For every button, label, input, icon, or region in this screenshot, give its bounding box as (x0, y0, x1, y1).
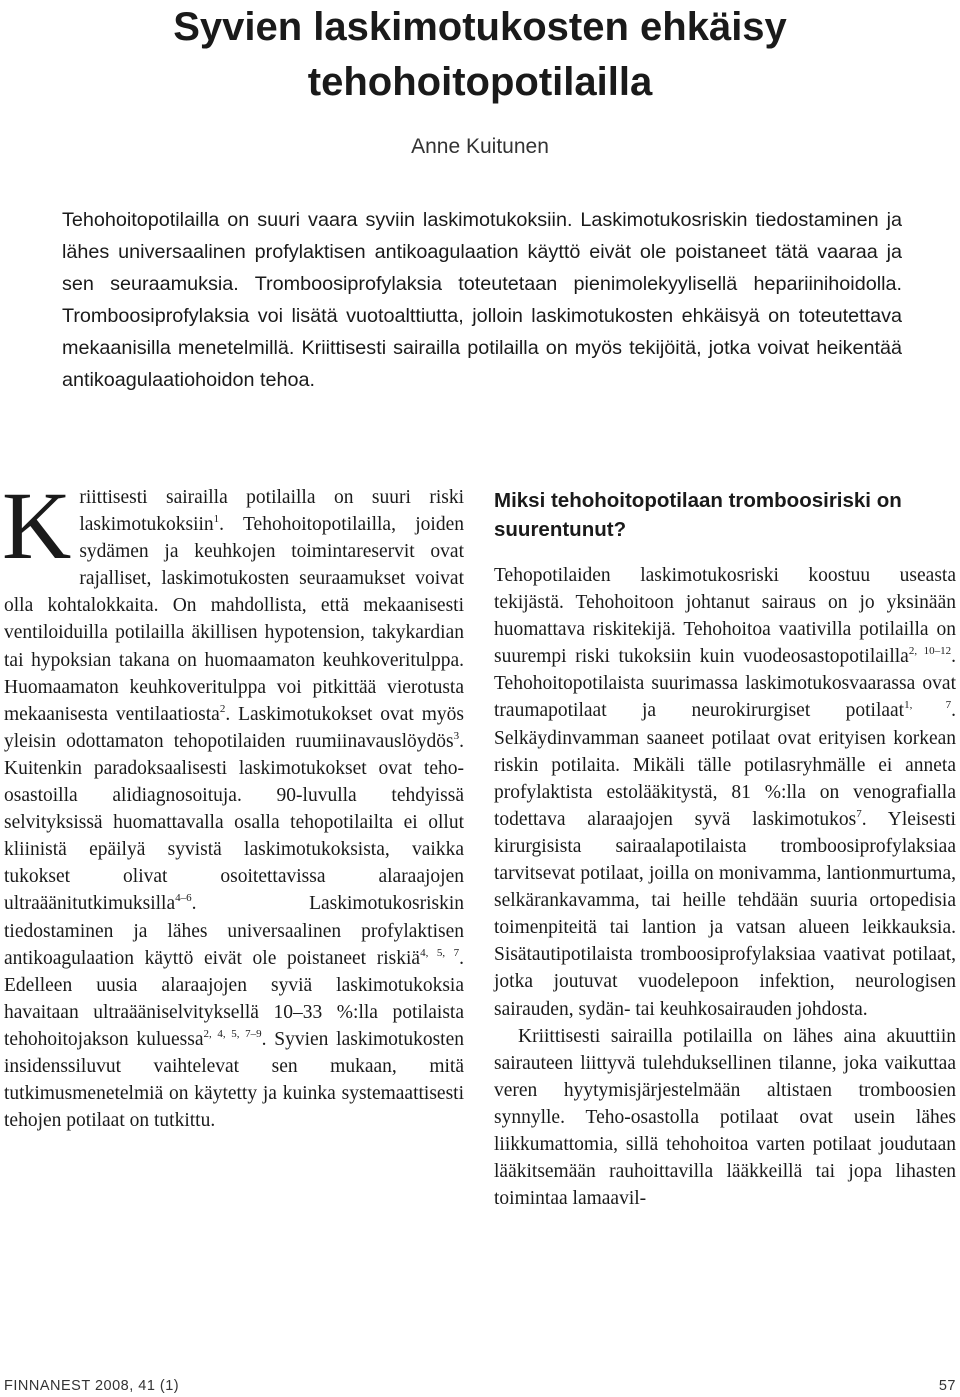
text-run: . Edelleen uusia alaraajojen syviä laskimotukoksia havaitaan ultraääniselvityksellä 10–33 %:lla potilaista tehohoitojakson kuluessa (4, 947, 464, 1050)
reference: 7 (856, 807, 862, 820)
text-run: Tehopotilaiden laskimotukosriski koostuu useasta tekijästä. Tehohoitoon johtanut sairaus on jo yksinään huomattava riskitekijä. Tehohoitoa vaativilla potilailla on suurempi riski tukoksiin kuin vuodeosastopotilailla (494, 565, 956, 668)
body-paragraph (2, 472, 464, 1134)
text-run: . Laskimotukokset ovat myös yleisin odottamaton tehopotilaiden ruumiinavauslöydös (4, 703, 464, 752)
left-column (2, 472, 464, 1134)
text-run: . Tehohoitopotilailla, joiden sydämen ja keuhkojen toimintareservit ovat rajalliset, laskimotukosten seuraamukset voivat olla kohtalokkaita. On mahdollista, että mekaanisesti ventiloiduilla potilailla äkillisen hypotension, takykardian tai hypoksian takana on huomaamaton keuhkoveritulppa. Huomaamaton keuhkoveritulppa voi pitkittää vierotusta mekaanisesta ventilaatiosta (4, 514, 464, 725)
page-number: 57 (938, 1378, 956, 1394)
text-run: riittisesti sairailla potilailla on suuri riski laskimotukoksiin (79, 487, 464, 536)
journal-citation: FINNANEST 2008, 41 (1) (4, 1378, 180, 1394)
text-run: . Tehohoitopotilaista suurimassa laskimotukosvaarassa ovat traumapotilaat ja neurokirurgiset potilaat (494, 646, 956, 722)
reference: 4, 5, 7 (420, 946, 460, 959)
text-run: . Selkäydinvamman saaneet potilaat ovat erityisen korkean riskin potilaita. Mikäli tälle potilasryhmälle ei anneta profylaktista estolääkitystä, 81 %:lla on venografialla todettava alaraajojen syvä laskimotukos (494, 700, 956, 830)
article-title: Syvien laskimotukosten ehkäisy tehohoitopotilailla (173, 5, 787, 104)
text-run: . Kuitenkin paradoksaalisesti laskimotukokset ovat teho-osastoilla alidiagnosoituja. 90-luvulla tehdyissä selvityksissä huomattavalla osalla tehopotilailta ei ollut kliinistä epäilyä syvistä laskimotukoksista, vaikka tukokset olivat osoitettavissa alaraajojen ultraäänitutkimuksilla (4, 730, 464, 915)
text-run: . Yleisesti kirurgisista sairaalapotilaista tromboosiprofylaksiaa tarvitsevat potilaat, joilla on monivamma, lantionmurtuma, selkärankavamma, tai heille tehdään suuria ortopedisia toimenpiteitä tai lantion ja vatsan alueen leikkauksia. Sisätautipotilaista tromboosiprofylaksiaa vaativat potilaat, jotka joutuvat vuodelepoon infektion, neurologisen sairauden, sydän- tai keuhkosairauden johdosta. (494, 808, 956, 1020)
body-paragraph: Kriittisesti sairailla potilailla on lähes aina akuuttiin sairauteen liittyvä tulehduksellinen tilanne, joka vaikuttaa veren hyytymisjärjestelmään altistaen tromboosien synnylle. Teho-osastolla potilaat ovat usein lähes liikkumattomia, sillä tehohoitoa varten potilaat joudutaan lääkitsemään rauhoittavilla lääkkeillä tai jopa lihasten toimintaa lamaavil- (494, 1025, 956, 1210)
reference: 2, 10–12 (908, 645, 952, 658)
body-paragraph (494, 562, 956, 1023)
text-run: . Laskimotukosriskin tiedostaminen ja lähes universaalinen profylaktisen antikoagulaation käyttö eivät ole poistaneet riskiä (4, 893, 464, 969)
right-column (494, 486, 956, 1212)
reference: 3 (453, 729, 460, 742)
section-heading: Miksi tehohoitopotilaan tromboosiriski on suurentunut? (494, 489, 902, 541)
reference: 1, 7 (904, 699, 952, 712)
reference: 1 (213, 513, 220, 526)
drop-cap: K (2, 472, 72, 579)
text-run: . Syvien laskimotukosten insidenssiluvut vaihtelevat sen mukaan, mitä tutkimusmenetelmiä on käytetty ja kuinka systemaattisesti tehojen potilaat on tutkittu. (4, 1028, 464, 1132)
reference: 2, 4, 5, 7–9 (203, 1027, 262, 1040)
author-name: Anne Kuitunen (411, 135, 549, 158)
reference: 2 (219, 702, 226, 715)
abstract: Tehohoitopotilailla on suuri vaara syviin laskimotukoksiin. Laskimotukosriskin tiedostaminen ja lähes universaalinen profylaktisen antikoagulaation käyttö eivät ole poistaneet tätä vaaraa ja sen seuraamuksia. Tromboosiprofylaksia toteutetaan pienimolekyylisellä hepariinihoidolla. Tromboosiprofylaksia voi lisätä vuotoalttiutta, jolloin laskimotukosten ehkäisyä on toteutettava mekaanisilla menetelmillä. Kriittisesti sairailla potilailla on myös tekijöitä, jotka voivat heikentää antikoagulaatiohoidon tehoa. (62, 209, 902, 391)
reference: 4–6 (175, 892, 192, 905)
